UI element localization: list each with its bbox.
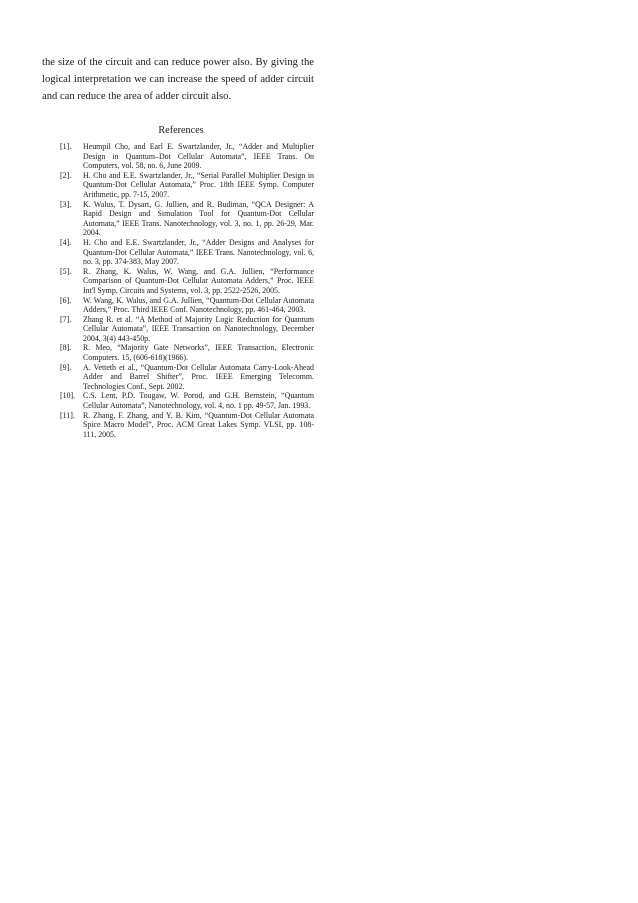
reference-number: [7]. [60, 314, 72, 324]
reference-item [42, 296, 314, 315]
reference-number: [11]. [60, 410, 75, 420]
reference-number: [4]. [60, 237, 72, 247]
reference-item [42, 343, 314, 362]
text-column [42, 54, 314, 439]
reference-number: [3]. [60, 199, 72, 209]
reference-text: R. Zhang, F. Zhang, and Y. B. Kim, “Quantum-Dot Cellular Automata Spice Macro Model”, Proc. ACM Great Lakes Symp. VLSI, pp. 108-111, 2005. [83, 410, 314, 439]
intro-paragraph: the size of the circuit and can reduce power also. By giving the logical interpretation we can increase the speed of adder circuit and can reduce the area of adder circuit also. [42, 57, 314, 102]
reference-text: Zhang R. et al. “A Method of Majority Logic Reduction for Quantum Cellular Automata”, IEEE Transaction on Nanotechnology, December 2004, 3(4) 443-450p. [83, 314, 314, 343]
reference-text: H. Cho and E.E. Swartzlander, Jr., “Adder Designs and Analyses for Quantum-Dot Cellular Automata,” IEEE Trans. Nanotechnology, vol. 6, no. 3, pp. 374-383, May 2007. [83, 237, 314, 267]
reference-text: Heumpil Cho, and Earl E. Swartzlander, Jr., “Adder and Multiplier Design in Quantum–Dot Cellular Automata”, IEEE Trans. On Computers, vol. 58, no. 6, June 2009. [83, 142, 314, 171]
reference-number: [5]. [60, 266, 72, 276]
reference-number: [2]. [60, 170, 72, 180]
reference-item [42, 411, 314, 440]
reference-text: K. Walus, T. Dysart, G. Jullien, and R. Budiman, “QCA Designer: A Rapid Design and Simulation Tool for Quantum-Dot Cellular Automata,” IEEE Trans. Nanotechnology, vol. 3, no. 1, pp. 26-29, Mar. 2004. [83, 199, 314, 238]
reference-item [42, 315, 314, 344]
reference-item [42, 142, 314, 171]
reference-text: R. Zhang, K. Walus, W. Wang, and G.A. Jullien, “Performance Comparison of Quantum-Dot Cellular Automata Adders,” Proc. IEEE Int'l Symp. Circuits and Systems, vol. 3, pp. 2522-2526, 2005. [83, 266, 314, 295]
reference-text: R. Meo, “Majority Gate Networks”, IEEE Transaction, Electronic Computers. 15, (606-618)(1966). [83, 343, 314, 363]
reference-text: A. Vetteth et al., “Quantum-Dot Cellular Automata Carry-Look-Ahead Adder and Barrel Shifter”, Proc. IEEE Emerging Telecomm. Technologies Conf., Sept. 2002. [83, 362, 314, 391]
reference-number: [10]. [60, 391, 76, 401]
reference-item [42, 363, 314, 392]
reference-item [42, 238, 314, 267]
references-heading: References [158, 125, 204, 136]
reference-number: [9]. [60, 362, 72, 372]
reference-item [42, 267, 314, 296]
reference-text: W. Wang, K. Walus, and G.A. Jullien, “Quantum-Dot Cellular Automata Adders,” Proc. Third IEEE Conf. Nanotechnology, pp. 461-464, 2003. [83, 295, 314, 315]
reference-number: [6]. [60, 295, 72, 305]
reference-text: H. Cho and E.E. Swartzlander, Jr., “Serial Parallel Multiplier Design in Quantum-Dot Cellular Automata,” Proc. 18th IEEE Symp. Computer Arithmetic, pp. 7-15, 2007. [83, 170, 314, 199]
reference-item [42, 391, 314, 410]
reference-text: C.S. Lent, P.D. Tougaw, W. Porod, and G.H. Bernstein, “Quantum Cellular Automata”, Nanotechnology, vol. 4, no. 1 pp. 49-57, Jan. 1993. [83, 391, 314, 411]
reference-item [42, 200, 314, 238]
references-list [42, 142, 314, 439]
reference-item [42, 171, 314, 200]
reference-number: [8]. [60, 343, 72, 353]
reference-number: [1]. [60, 142, 72, 151]
